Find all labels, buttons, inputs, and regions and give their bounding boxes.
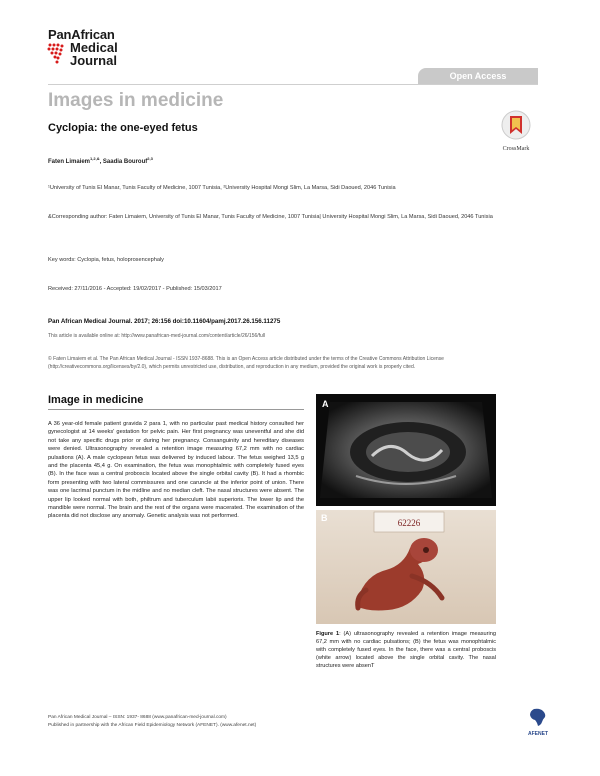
open-access-badge: Open Access [418, 68, 538, 84]
header-divider [48, 84, 538, 85]
panel-a-label: A [322, 399, 329, 409]
figure-caption [316, 630, 496, 670]
footer-line1: Pan African Medical Journal – ISSN: 1937- 8688 (www.panafrican-med-journal.com) [48, 715, 227, 720]
image-section-divider [48, 409, 304, 410]
section-heading: Images in medicine [48, 90, 224, 111]
panel-b-label: B [321, 513, 328, 523]
logo-line1: PanAfrican [48, 27, 115, 42]
ultrasound-image [316, 394, 496, 506]
author-sup: 2,3 [147, 156, 153, 161]
figure-caption-label: Figure 1 [316, 631, 340, 637]
specimen-number: 62226 [397, 518, 421, 528]
africa-map-icon [528, 708, 548, 726]
crossmark-label: CrossMark [502, 146, 530, 152]
figure-1 [316, 394, 496, 624]
footer-line2: Published in partnership with the African Field Epidemiology Network (AFENET). (www.afenet.net) [48, 723, 257, 728]
figure-caption-text: : (A) ultrasonography revealed a retention image measuring 67,2 mm with no cardiac pulsations; (B) the fetus was monophtalmic with completely fused eyes. In the face, there was a central proboscis (white arrow) located above the single orbital cavity. The nasal structures were absenT [316, 631, 496, 669]
copyright-notice: © Faten Limaiem et al. The Pan African Medical Journal - ISSN 1937-8688. This is an Open Access article distributed under the terms of the Creative Commons Attribution License (http://creativecommons.org/licenses/by/2.0), which permits unrestricted use, distribution, and reproduction in any medium, provided the original work is properly cited. [48, 356, 444, 370]
author-sup: 1,2,& [90, 156, 100, 161]
corresponding-author: &Corresponding author: Faten Limaiem, University of Tunis El Manar, Tunis Faculty of Medicine, 1007 Tunisia| University Hospital Mongi Slim, La Marsa, Sidi Daoued, 2046 Tunisia [48, 214, 493, 220]
affiliations: ¹University of Tunis El Manar, Tunis Faculty of Medicine, 1007 Tunisia, ²University Hospital Mongi Slim, La Marsa, Sidi Daoued, 2046 Tunisia [48, 185, 396, 191]
article-title: Cyclopia: the one-eyed fetus [48, 122, 198, 134]
availability-link[interactable]: This article is available online at: http://www.panafrican-med-journal.com/content/article/26/156/full [48, 333, 266, 339]
author-list: Faten Limaiem$^{1,2,\&}$, Saadia Bourouf$^{2,3}$ [48, 156, 153, 165]
crossmark-icon [501, 110, 531, 140]
publication-dates: Received: 27/11/2016 - Accepted: 19/02/2017 - Published: 15/03/2017 [48, 286, 222, 292]
afenet-logo [520, 708, 556, 737]
page-footer [48, 714, 256, 730]
journal-logo [48, 28, 168, 67]
afenet-label: AFENET [528, 731, 548, 737]
author-name: Faten Limaiem [48, 159, 91, 165]
keywords: Key words: Cyclopia, fetus, holoprosencephaly [48, 257, 164, 263]
africa-dots-icon [46, 42, 66, 64]
citation: Pan African Medical Journal. 2017; 26:156 doi:10.11604/pamj.2017.26.156.11275 [48, 318, 281, 325]
crossmark-badge[interactable] [496, 110, 536, 152]
author-name: Saadia Bourouf [102, 159, 148, 165]
case-description: A 36 year-old female patient gravida 2 para 1, with no particular past medical history consulted her gynecologist at 14 weeks' gestation for pelvic pain. Her first pregnancy was uneventful and she did not take any specific drugs prior or during her pregnancy. Consanguinity and hereditary diseases were denied. Ultrasonography revealed a retention image measuring 67,2 mm with no cardiac pulsations (A). A male cyclopean fetus was delivered by induced labour. The fetus weighed 13,5 g and the placenta 45,4 g. On examination, the fetus was monophtalmic with completely fused eyes (B). In the face was a central proboscis located above the single orbital cavity (B). It had a rhombic form presenting with two lateral commissures and one caruncle at the inferior point of union. There was one lacrimal punctum in the midline and no median cleft. The nasal structures were absent. The upper lip looked normal with both, philtrum and tuberculum labii superioris. The lower lip and the mandible were normal. The brain and the rest of the organs were macerated. The examination of the placenta did not disclose any anomaly. Genetic analysis was not performed. [48, 421, 304, 520]
logo-line2: Medical [70, 40, 118, 55]
image-section-heading: Image in medicine [48, 394, 144, 406]
logo-line3: Journal [70, 53, 117, 68]
